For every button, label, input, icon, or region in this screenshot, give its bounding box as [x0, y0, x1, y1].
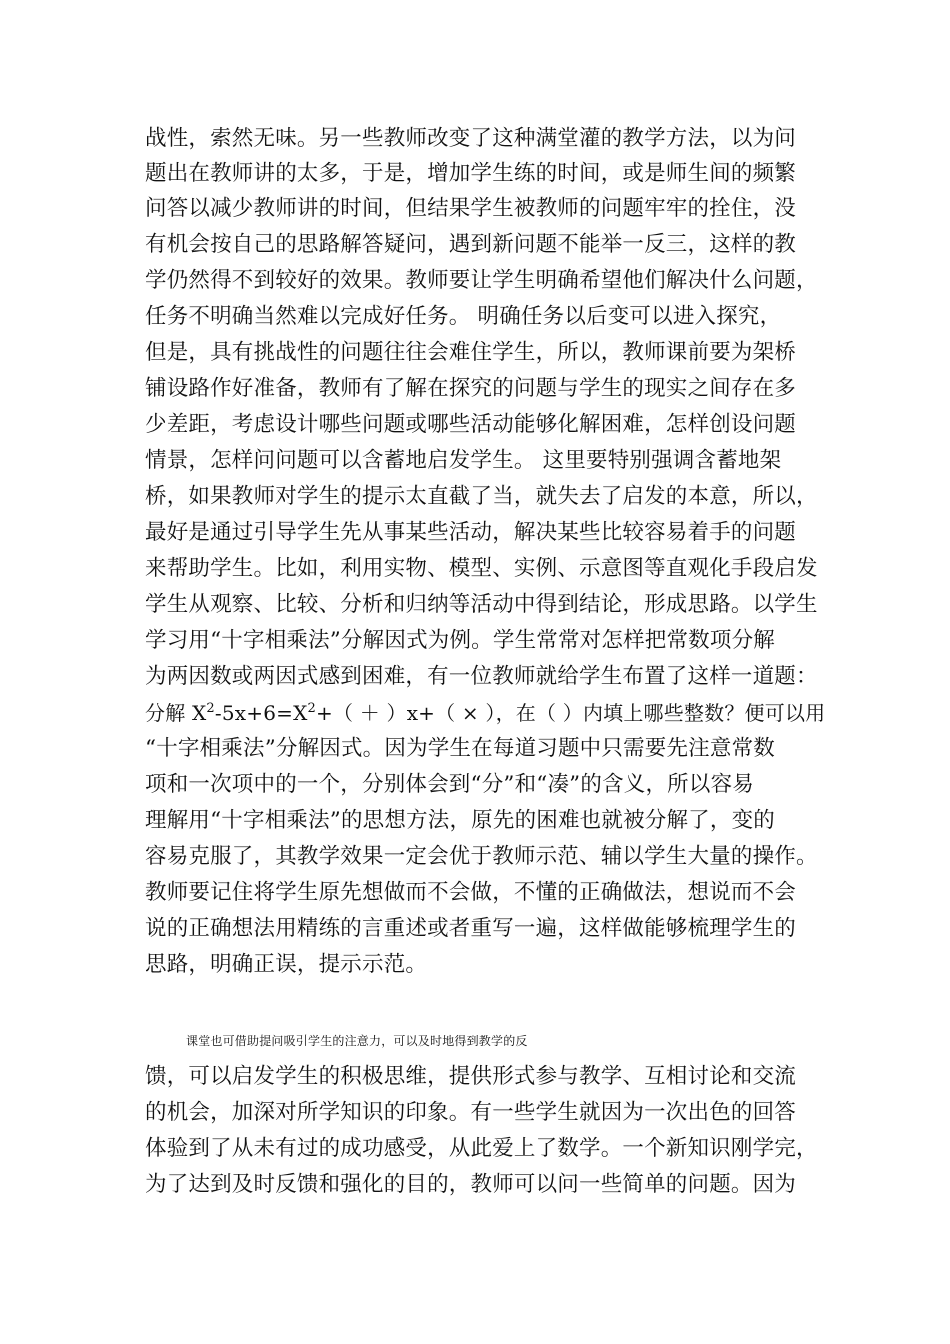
formula-line — [145, 696, 825, 730]
text-line: 为两因数或两因式感到困难，有一位教师就给学生布置了这样一道题： — [145, 664, 818, 689]
text-line: 学习用“十字相乘法”分解因式为例。学生常常对怎样把常数项分解 — [145, 628, 775, 653]
formula-middle: -5x+6=X — [214, 701, 308, 725]
text-line: 任务不明确当然难以完成好任务。 明确任务以后变可以进入探究， — [145, 304, 782, 329]
text-line: 的机会，加深对所学知识的印象。有一些学生就因为一次出色的回答 — [145, 1100, 797, 1125]
text-line: 情景，怎样问问题可以含蓄地启发学生。 这里要特别强调含蓄地架 — [145, 448, 782, 473]
text-line: 来帮助学生。比如，利用实物、模型、实例、示意图等直观化手段启发 — [145, 556, 818, 581]
text-line: 战性，索然无味。另一些教师改变了这种满堂灌的教学方法，以为问 — [145, 126, 797, 151]
formula-suffix: +（ ＋ ）x+（ × ），在（ ）内填上哪些整数？便可以用 — [316, 701, 826, 725]
text-line: 但是，具有挑战性的问题往往会难住学生，所以，教师课前要为架桥 — [145, 340, 797, 365]
text-line: 最好是通过引导学生先从事某些活动，解决某些比较容易着手的问题 — [145, 520, 797, 545]
text-line: 馈，可以启发学生的积极思维，提供形式参与教学、互相讨论和交流 — [145, 1064, 797, 1089]
text-line: 学仍然得不到较好的效果。教师要让学生明确希望他们解决什么问题， — [145, 268, 818, 293]
formula-exponent: 2 — [307, 701, 317, 716]
formula-exponent: 2 — [206, 701, 215, 716]
text-line: 学生从观察、比较、分析和归纳等活动中得到结论，形成思路。以学生 — [145, 592, 818, 617]
text-line: 桥，如果教师对学生的提示太直截了当，就失去了启发的本意，所以， — [145, 484, 818, 509]
text-line: 问答以减少教师讲的时间，但结果学生被教师的问题牢牢的拴住，没 — [145, 196, 797, 221]
text-line: 少差距，考虑设计哪些问题或哪些活动能够化解困难，怎样创设问题 — [145, 412, 797, 437]
text-line: 铺设路作好准备，教师有了解在探究的问题与学生的现实之间存在多 — [145, 376, 797, 401]
text-line: 项和一次项中的一个，分别体会到“分”和“凑”的含义，所以容易 — [145, 772, 754, 797]
text-line: “十字相乘法”分解因式。因为学生在每道习题中只需要先注意常数 — [145, 736, 775, 761]
text-line: 理解用“十字相乘法”的思想方法，原先的困难也就被分解了，变的 — [145, 808, 775, 833]
text-line: 有机会按自己的思路解答疑问，遇到新问题不能举一反三，这样的教 — [145, 232, 797, 257]
text-line: 为了达到及时反馈和强化的目的，教师可以问一些简单的问题。因为 — [145, 1172, 797, 1197]
text-line: 课堂也可借助提问吸引学生的注意力，可以及时地得到教学的反 — [186, 1034, 528, 1048]
formula-prefix: 分解 X — [145, 701, 207, 725]
text-line: 说的正确想法用精练的言重述或者重写一遍，这样做能够梳理学生的 — [145, 916, 797, 941]
text-line: 教师要记住将学生原先想做而不会做，不懂的正确做法，想说而不会 — [145, 880, 797, 905]
text-line: 题出在教师讲的太多，于是，增加学生练的时间，或是师生间的频繁 — [145, 161, 797, 186]
text-line: 容易克服了，其教学效果一定会优于教师示范、辅以学生大量的操作。 — [145, 844, 818, 869]
text-line: 体验到了从未有过的成功感受，从此爱上了数学。一个新知识刚学完， — [145, 1136, 818, 1161]
text-line: 思路，明确正误，提示示范。 — [145, 952, 428, 977]
